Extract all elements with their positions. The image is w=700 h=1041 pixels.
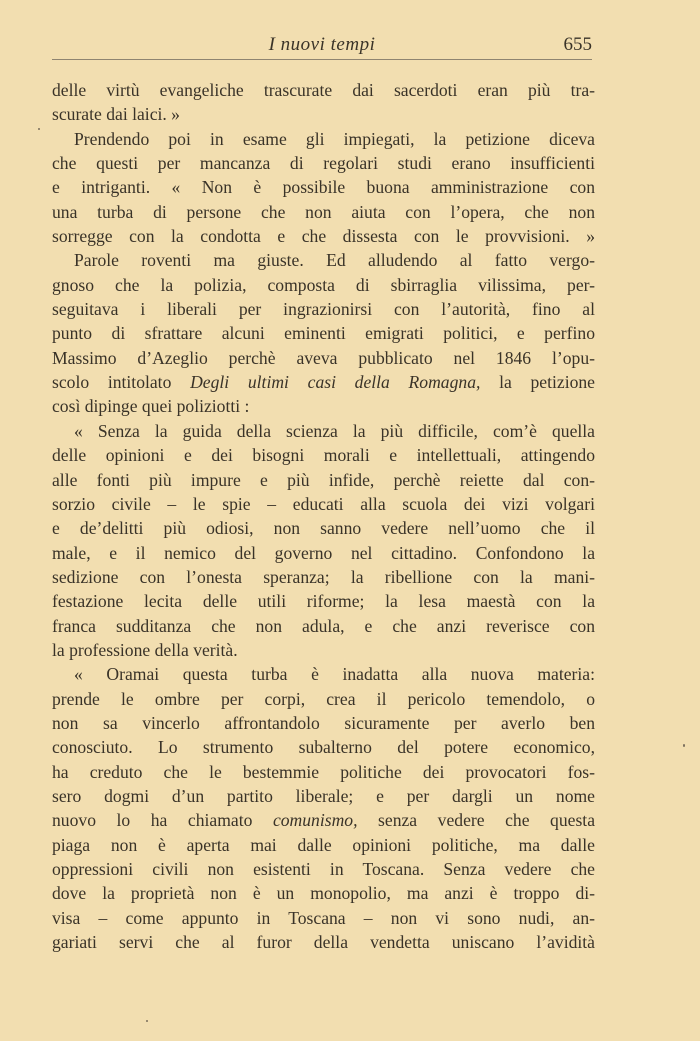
header-rule <box>52 59 592 60</box>
text-line: oppressioni civili non esistenti in Toscana. Senza vedere che <box>52 859 595 879</box>
text-line: « Oramai questa turba è inadatta alla nuova materia: <box>74 664 595 685</box>
paragraph-2 <box>52 127 595 249</box>
text-line: Massimo d’Azeglio perchè aveva pubblicato nel 1846 l’opu- <box>52 347 595 368</box>
text-line: sorregge con la condotta e che dissesta con le provvisioni. » <box>52 226 595 247</box>
book-title: Degli ultimi casi della Romagna, <box>190 372 481 393</box>
text-line: male, e il nemico del governo nel cittadino. Confondono la <box>52 542 595 563</box>
paragraph-4 <box>52 419 595 662</box>
text-line: prende le ombre per corpi, crea il pericolo temendolo, o <box>52 688 595 709</box>
text-line: Parole roventi ma giuste. Ed alludendo al fatto vergo- <box>74 250 595 271</box>
body-text <box>52 78 595 954</box>
text-fragment: nuovo lo ha chiamato <box>52 810 273 831</box>
text-line-with-title <box>52 370 595 394</box>
text-line: dove la proprietà non è un monopolio, ma anzi è troppo di- <box>52 883 595 904</box>
text-line: così dipinge quei poliziotti : <box>52 396 250 417</box>
text-line: sorzio civile – le spie – educati alla scuola dei vizi volgari <box>52 493 595 514</box>
text-line: una turba di persone che non aiuta con l’opera, che non <box>52 201 595 222</box>
text-line: seguitava i liberali per ingrazionirsi con l’autorità, fino al <box>52 299 595 320</box>
page-number: 655 <box>563 34 592 55</box>
text-line: visa – come appunto in Toscana – non vi sono nudi, an- <box>52 907 595 928</box>
paper-speck <box>683 744 685 747</box>
text-line-with-word <box>52 808 595 832</box>
running-header <box>52 28 592 60</box>
text-line: la professione della verità. <box>52 639 238 660</box>
text-line: scurate dai laici. » <box>52 104 180 125</box>
text-fragment: senza vedere che questa <box>357 810 595 831</box>
text-line: e intriganti. « Non è possibile buona amministrazione con <box>52 177 595 198</box>
italic-word: comunismo, <box>272 810 358 831</box>
text-line: franca sudditanza che non adula, e che anzi reverisce con <box>52 615 595 636</box>
text-line: sero dogmi d’un partito liberale; e per dargli un nome <box>52 785 595 806</box>
text-line: delle virtù evangeliche trascurate dai sacerdoti eran più tra- <box>52 80 595 100</box>
text-line: sedizione con l’onesta speranza; la ribellione con la mani- <box>52 566 595 587</box>
paragraph-1 <box>52 78 595 127</box>
text-fragment: la petizione <box>480 372 595 393</box>
text-line: delle opinioni e dei bisogni morali e intellettuali, attingendo <box>52 445 595 466</box>
running-title: I nuovi tempi <box>268 34 376 55</box>
text-line: conosciuto. Lo strumento subalterno del potere economico, <box>52 737 595 758</box>
paper-speck <box>146 1020 148 1022</box>
paragraph-3 <box>52 248 595 418</box>
text-line: festazione lecita delle utili riforme; la lesa maestà con la <box>52 591 595 612</box>
text-line: « Senza la guida della scienza la più difficile, com’è quella <box>74 420 595 441</box>
text-fragment: scolo intitolato <box>52 372 191 393</box>
paragraph-5 <box>52 662 595 954</box>
text-line: piaga non è aperta mai dalle opinioni politiche, ma dalle <box>52 834 595 855</box>
paper-speck <box>38 128 40 130</box>
text-line: Prendendo poi in esame gli impiegati, la petizione diceva <box>74 128 595 149</box>
text-line: ha creduto che le bestemmie politiche dei provocatori fos- <box>52 761 595 782</box>
text-line: non sa vincerlo affrontandolo sicuramente per averlo ben <box>52 712 595 733</box>
text-line: punto di sfrattare alcuni eminenti emigrati politici, e perfino <box>52 323 595 344</box>
text-line: alle fonti più impure e più infide, perchè reiette dal con- <box>52 469 595 490</box>
text-line: gariati servi che al furor della vendetta uniscano l’avidità <box>52 932 595 953</box>
text-line: che questi per mancanza di regolari studi erano insufficienti <box>52 153 595 174</box>
text-line: e de’delitti più odiosi, non sanno vedere nell’uomo che il <box>52 518 595 539</box>
text-line: gnoso che la polizia, composta di sbirraglia vilissima, per- <box>52 274 595 295</box>
